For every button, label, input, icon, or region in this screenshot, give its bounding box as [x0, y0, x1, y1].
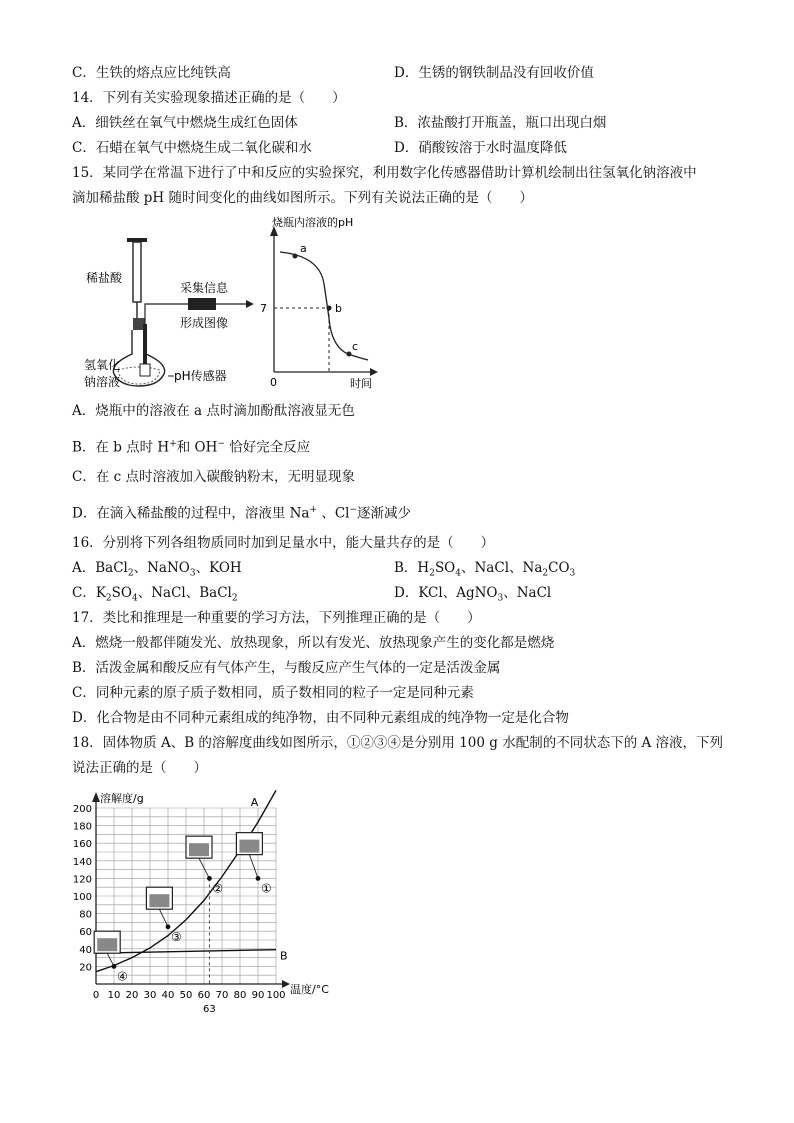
solubility-chart: [60, 784, 360, 1024]
solution-point-label: ④: [117, 969, 128, 984]
beaker-pointer: [159, 909, 168, 927]
ph-origin: 0: [270, 376, 277, 389]
solution-point: [207, 876, 212, 881]
solution-point: [166, 924, 171, 929]
x-tick-label: 10: [107, 990, 121, 1001]
point-b: [327, 306, 332, 311]
y-tick-label: 160: [72, 839, 92, 851]
solution-point: [112, 964, 117, 969]
q14-option-c: C．石蜡在氧气中燃烧生成二氧化碳和水: [72, 140, 312, 156]
y-tick-label: 80: [79, 909, 92, 921]
x-tick-label: 80: [233, 990, 247, 1001]
q14-option-b: B．浓盐酸打开瓶盖，瓶口出现白烟: [394, 115, 607, 131]
q14-option-a: A．细铁丝在氧气中燃烧生成红色固体: [72, 115, 298, 131]
solution-point: [256, 876, 261, 881]
naoh-label-1: 氢氧化: [84, 358, 121, 372]
collect-label-2: 形成图像: [180, 316, 229, 330]
q17-option-d: D．化合物是由不同种元素组成的纯净物，由不同种元素组成的纯净物一定是化合物: [72, 710, 569, 726]
acid-label: 稀盐酸: [86, 271, 123, 285]
point-a-label: a: [300, 242, 307, 255]
chart-x-label: 温度/°C: [290, 983, 329, 996]
q13-option-d: D．生锈的钢铁制品没有回收价值: [394, 65, 594, 81]
x-tick-label: 100: [266, 990, 286, 1001]
sensor-label: pH传感器: [174, 369, 227, 383]
q14-option-d: D．硝酸铵溶于水时温度降低: [394, 140, 567, 156]
ph-y-label: 烧瓶内溶液的pH: [272, 216, 354, 229]
curve-b-label: B: [280, 949, 288, 963]
point-a: [293, 254, 298, 259]
q15-figure: [80, 214, 380, 394]
mark-63: 63: [203, 1004, 216, 1015]
beaker-pointer: [249, 855, 258, 879]
data-collector: [188, 298, 216, 310]
y-tick-label: 60: [79, 927, 92, 939]
q18-stem-line2: 说法正确的是（ ）: [72, 760, 207, 776]
x-tick-label: 40: [161, 990, 175, 1001]
q15-option-c: C．在 c 点时溶液加入碳酸钠粉末，无明显现象: [72, 469, 355, 485]
q17-option-a: A．燃烧一般都伴随发光、放热现象，所以有发光、放热现象产生的变化都是燃烧: [72, 635, 555, 651]
y-tick-label: 100: [72, 892, 92, 903]
q16-option-a: A．BaCl$_2$、NaNO$_3$、KOH: [72, 560, 242, 579]
x-tick-label: 20: [125, 990, 139, 1001]
q14-stem: 14．下列有关实验现象描述正确的是（ ）: [72, 90, 346, 106]
q16-option-d: D．KCl、AgNO$_3$、NaCl: [394, 585, 552, 604]
q17-stem: 17．类比和推理是一种重要的学习方法，下列推理正确的是（ ）: [72, 610, 481, 626]
chart-y-label: 溶解度/g: [100, 792, 144, 805]
beaker-solution: [149, 894, 169, 907]
beaker-solution: [239, 840, 259, 853]
q16-option-c: C．$K_2SO_4$、NaCl、BaCl$_2$: [72, 585, 238, 604]
x-tick-label: 90: [251, 990, 265, 1001]
q15-option-b: B．在 b 点时 H+和 OH− 恰好完全反应: [72, 439, 311, 456]
ph-probe: [143, 324, 147, 368]
point-c-label: c: [352, 340, 359, 353]
q16-stem: 16．分别将下列各组物质同时加到足量水中，能大量共存的是（ ）: [72, 535, 495, 551]
y-tick-label: 40: [79, 944, 92, 956]
y-tick-label: 120: [72, 874, 92, 886]
q15-stem-line1: 15．某同学在常温下进行了中和反应的实验探究，利用数字化传感器借助计算机绘制出往氢氧化钠溶液中: [72, 165, 697, 181]
solution-point-label: ②: [212, 881, 224, 896]
x-tick-label: 30: [143, 990, 157, 1001]
q16-option-b: B．$H_2SO_4$、NaCl、$Na_2CO_3$: [394, 560, 576, 579]
y-tick-label: 140: [72, 856, 92, 868]
x-tick-label: 50: [179, 990, 193, 1001]
q15-option-a: A．烧瓶中的溶液在 a 点时滴加酚酞溶液显无色: [72, 403, 355, 419]
ph-x-label: 时间: [350, 377, 372, 390]
x-tick-label: 60: [197, 990, 211, 1001]
q17-option-b: B．活泼金属和酸反应有气体产生，与酸反应产生气体的一定是活泼金属: [72, 660, 501, 676]
y-tick-label: 180: [72, 821, 92, 833]
q15-option-d: D．在滴入稀盐酸的过程中，溶液里 Na+ 、Cl−逐渐减少: [72, 505, 412, 522]
beaker-solution: [97, 938, 117, 951]
collect-label-1: 采集信息: [180, 281, 229, 295]
burette-tube: [133, 242, 141, 302]
ph-7-label: 7: [260, 302, 267, 315]
beaker-solution: [189, 843, 209, 856]
point-b-label: b: [335, 302, 342, 315]
y-tick-label: 20: [79, 962, 92, 974]
q18-stem-line1: 18．固体物质 A、B 的溶解度曲线如图所示，①②③④是分别用 100 g 水配制的不同状态下的 A 溶液，下列: [72, 735, 724, 751]
q13-option-c: C．生铁的熔点应比纯铁高: [72, 65, 231, 81]
x-tick-label: 0: [92, 990, 100, 1001]
curve-a-label: A: [250, 796, 259, 809]
solution-point-label: ③: [171, 929, 182, 944]
y-tick-label: 200: [72, 804, 92, 815]
x-tick-label: 70: [215, 990, 229, 1001]
point-c: [347, 352, 352, 357]
q15-stem-line2: 滴加稀盐酸 pH 随时间变化的曲线如图所示。下列有关说法正确的是（ ）: [72, 190, 533, 206]
q17-option-c: C．同种元素的原子质子数相同，质子数相同的粒子一定是同种元素: [72, 685, 474, 701]
solution-point-label: ①: [261, 881, 272, 896]
naoh-label-2: 钠溶液: [84, 375, 121, 389]
